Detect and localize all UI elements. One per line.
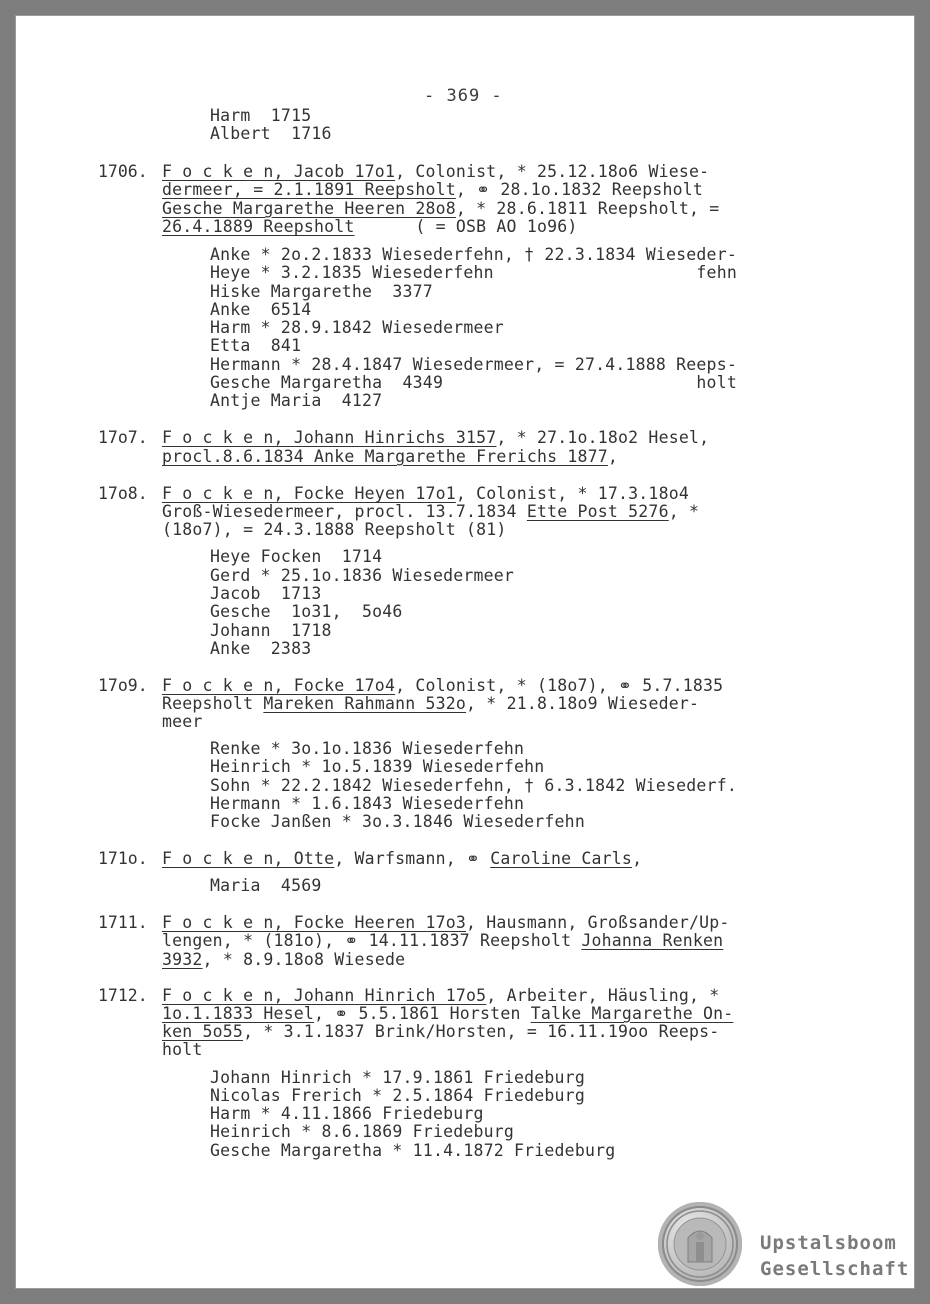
- text-line: Hermann * 1.6.1843 Wiesederfehn: [210, 794, 525, 813]
- text-line: Heye Focken 1714: [210, 547, 383, 566]
- text-line: Heinrich * 8.6.1869 Friedeburg: [210, 1122, 515, 1141]
- logo-line-2: Gesellschaft: [760, 1258, 910, 1280]
- entry-number: 1711.: [98, 913, 148, 932]
- text-line: Etta 841: [210, 336, 302, 355]
- text-segment: , Colonist, * 25.12.18o6 Wiese-: [395, 162, 710, 181]
- text-line: Anke 2383: [210, 639, 312, 658]
- text-line: [162, 484, 689, 503]
- text-segment: , ⚭ 5.5.1861 Horsten: [314, 1004, 531, 1023]
- text-line: Anke * 2o.2.1833 Wiesederfehn, † 22.3.1834 Wieseder-: [210, 245, 737, 264]
- text-segment: Groß-Wiesedermeer, procl. 13.7.1834: [162, 502, 527, 521]
- text-line: Renke * 3o.1o.1836 Wiesederfehn: [210, 739, 525, 758]
- underlined-name: F o c k e n, Focke Heyen 17o1: [162, 484, 456, 503]
- text-segment: ,: [632, 849, 643, 868]
- text-line: Jacob 1713: [210, 584, 322, 603]
- underlined-name: 3932: [162, 950, 203, 969]
- text-line: [162, 217, 578, 236]
- text-line: Johann Hinrich * 17.9.1861 Friedeburg: [210, 1068, 585, 1087]
- upstalsboom-logo: [658, 1202, 914, 1292]
- underlined-name: dermeer, = 2.1.1891 Reepsholt: [162, 180, 456, 199]
- underlined-name: procl.8.6.1834 Anke Margarethe Frerichs 1877: [162, 447, 608, 466]
- underlined-name: 1o.1.1833 Hesel: [162, 1004, 315, 1023]
- underlined-name: F o c k e n, Johann Hinrichs 3157: [162, 428, 497, 447]
- text-line: [162, 180, 703, 199]
- text-line: [162, 694, 699, 713]
- page-number: - 369 -: [424, 86, 503, 106]
- text-line: [162, 428, 709, 447]
- text-line: Harm * 28.9.1842 Wiesedermeer: [210, 318, 504, 337]
- text-line: Sohn * 22.2.1842 Wiesederfehn, † 6.3.1842 Wiesederf.: [210, 776, 737, 795]
- text-line: Albert 1716: [210, 124, 332, 143]
- text-line: Focke Janßen * 3o.3.1846 Wiesederfehn: [210, 812, 585, 831]
- text-line: Heinrich * 1o.5.1839 Wiesederfehn: [210, 757, 545, 776]
- text-line: Gesche 1o31, 5o46: [210, 602, 403, 621]
- underlined-name: Ette Post 5276: [526, 502, 669, 521]
- text-line: (18o7), = 24.3.1888 Reepsholt (81): [162, 520, 507, 539]
- text-line: Gesche Margaretha * 11.4.1872 Friedeburg: [210, 1141, 616, 1160]
- text-line: Gerd * 25.1o.1836 Wiesedermeer: [210, 566, 515, 585]
- text-segment: , ⚭ 28.1o.1832 Reepsholt: [455, 180, 703, 199]
- text-line: [162, 950, 405, 969]
- underlined-name: 26.4.1889 Reepsholt: [162, 217, 355, 236]
- text-line: [162, 849, 642, 868]
- underlined-name: Gesche Margarethe Heeren 28o8: [162, 199, 456, 218]
- underlined-name: Johanna Renken: [581, 931, 724, 950]
- text-segment: lengen, * (181o), ⚭ 14.11.1837 Reepsholt: [162, 931, 582, 950]
- text-line: Hermann * 28.4.1847 Wiesedermeer, = 27.4.1888 Reeps-: [210, 355, 737, 374]
- text-line: Nicolas Frerich * 2.5.1864 Friedeburg: [210, 1086, 585, 1105]
- text-line: Gesche Margaretha 4349 holt: [210, 373, 737, 392]
- entry-number: 17o8.: [98, 484, 148, 503]
- underlined-name: F o c k e n, Jacob 17o1: [162, 162, 396, 181]
- text-segment: , Arbeiter, Häusling, *: [486, 986, 720, 1005]
- text-segment: , * 27.1o.18o2 Hesel,: [496, 428, 710, 447]
- text-line: Anke 6514: [210, 300, 312, 319]
- text-segment: , *: [668, 502, 700, 521]
- underlined-name: Mareken Rahmann 532o: [263, 694, 467, 713]
- underlined-name: F o c k e n, Focke 17o4: [162, 676, 396, 695]
- text-line: Harm 1715: [210, 106, 312, 125]
- text-segment: , * 3.1.1837 Brink/Horsten, = 16.11.19oo Reeps-: [243, 1022, 720, 1041]
- text-line: [162, 199, 719, 218]
- text-line: [162, 1004, 733, 1023]
- text-line: [162, 913, 730, 932]
- text-segment: Reepsholt: [162, 694, 264, 713]
- text-segment: , * 28.6.1811 Reepsholt, =: [455, 199, 720, 218]
- text-segment: , Colonist, * 17.3.18o4: [455, 484, 689, 503]
- text-line: [162, 502, 699, 521]
- text-line: [162, 676, 723, 695]
- text-line: [162, 986, 719, 1005]
- underlined-name: F o c k e n, Johann Hinrich 17o5: [162, 986, 487, 1005]
- text-segment: , Warfsmann, ⚭: [334, 849, 491, 868]
- text-line: meer: [162, 712, 203, 731]
- text-segment: , Hausmann, Großsander/Up-: [466, 913, 730, 932]
- text-segment: ,: [607, 447, 619, 466]
- text-line: [162, 931, 723, 950]
- entry-number: 17o7.: [98, 428, 148, 447]
- entry-number: 17o9.: [98, 676, 148, 695]
- text-line: Heye * 3.2.1835 Wiesederfehn fehn: [210, 263, 737, 282]
- entry-number: 1712.: [98, 986, 148, 1005]
- underlined-name: Talke Margarethe On-: [530, 1004, 734, 1023]
- logo-line-1: Upstalsboom: [760, 1232, 897, 1254]
- text-segment: , * 8.9.18o8 Wiesede: [202, 950, 406, 969]
- text-segment: ( = OSB AO 1o96): [354, 217, 578, 236]
- text-line: holt: [162, 1040, 203, 1059]
- entry-number: 1706.: [98, 162, 148, 181]
- entry-number: 171o.: [98, 849, 148, 868]
- text-line: Harm * 4.11.1866 Friedeburg: [210, 1104, 484, 1123]
- underlined-name: F o c k e n, Focke Heeren 17o3: [162, 913, 467, 932]
- text-line: Hiske Margarethe 3377: [210, 282, 433, 301]
- text-line: [162, 1022, 719, 1041]
- text-line: Johann 1718: [210, 621, 332, 640]
- underlined-name: ken 5o55: [162, 1022, 244, 1041]
- text-line: Maria 4569: [210, 876, 322, 895]
- text-line: [162, 447, 618, 466]
- document-page: [16, 16, 914, 1288]
- text-line: Antje Maria 4127: [210, 391, 383, 410]
- text-segment: , * 21.8.18o9 Wieseder-: [466, 694, 700, 713]
- text-segment: , Colonist, * (18o7), ⚭ 5.7.1835: [395, 676, 724, 695]
- underlined-name: Caroline Carls: [490, 849, 633, 868]
- underlined-name: F o c k e n, Otte: [162, 849, 335, 868]
- seal-icon: [658, 1202, 742, 1286]
- text-line: [162, 162, 709, 181]
